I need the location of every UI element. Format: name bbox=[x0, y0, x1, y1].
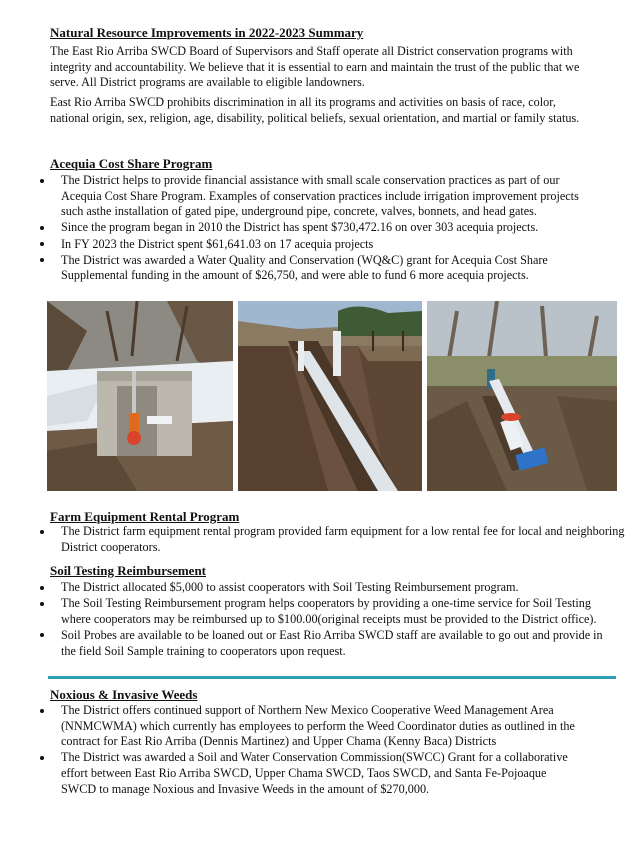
farm-bullet-list bbox=[50, 524, 625, 556]
acequia-heading: Acequia Cost Share Program bbox=[50, 156, 213, 171]
headgate-image bbox=[47, 301, 233, 491]
acequia-bullet-list bbox=[50, 173, 595, 285]
summary-paragraph-2: East Rio Arriba SWCD prohibits discrimination in all its programs and activities on basis of race, color, national origin, sex, religion, age, disability, political beliefs, sexual orientation, and martial or family status. bbox=[50, 95, 580, 125]
soil-bullet: The Soil Testing Reimbursement program helps cooperators by providing a one-time service for Soil Testing where cooperators may be reimbursed up to $100.00(original receipts must be provided to the District office). bbox=[50, 596, 606, 627]
soil-bullet-list bbox=[50, 580, 606, 660]
weeds-heading: Noxious & Invasive Weeds bbox=[50, 687, 198, 702]
soil-heading: Soil Testing Reimbursement bbox=[50, 563, 207, 578]
valve-field-image bbox=[427, 301, 617, 491]
soil-bullet: The District allocated $5,000 to assist cooperators with Soil Testing Reimbursement program. bbox=[50, 580, 606, 596]
acequia-bullet: Since the program began in 2010 the District has spent $730,472.16 on over 303 acequia projects. bbox=[50, 220, 595, 236]
acequia-bullet: In FY 2023 the District spent $61,641.03 on 17 acequia projects bbox=[50, 237, 595, 253]
summary-heading: Natural Resource Improvements in 2022-2023 Summary bbox=[50, 25, 364, 40]
trench-image bbox=[238, 301, 422, 491]
soil-bullet: Soil Probes are available to be loaned out or East Rio Arriba SWCD staff are available to go out and provide in the field Soil Sample training to cooperators upon request. bbox=[50, 628, 606, 659]
weeds-bullet-list bbox=[50, 703, 584, 798]
farm-heading: Farm Equipment Rental Program bbox=[50, 509, 240, 524]
weeds-bullet: The District offers continued support of Northern New Mexico Cooperative Weed Management Area (NNMCWMA) which currently has employees to perform the Weed Coordinator duties as outlined in the contract for East Rio Arriba (Dennis Martinez) and Upper Chama (Kenny Baca) Districts bbox=[50, 703, 584, 750]
acequia-bullet: The District helps to provide financial assistance with small scale conservation practices as part of our Acequia Cost Share Program. Examples of conservation practices include irrigation improvement projects such asthe installation of gated pipe, underground pipe, concrete, valves, bonnets, and head gates. bbox=[50, 173, 595, 220]
weeds-bullet: The District was awarded a Soil and Water Conservation Commission(SWCC) Grant for a collaborative effort between East Rio Arriba SWCD, Upper Chama SWCD, Taos SWCD, and Santa Fe-Pojoaque SWCD to manage Noxious and Invasive Weeds in the amount of $270,000. bbox=[50, 750, 584, 797]
farm-bullet: The District farm equipment rental program provided farm equipment for a low rental fee for local and neighboring District cooperators. bbox=[50, 524, 625, 555]
acequia-bullet: The District was awarded a Water Quality and Conservation (WQ&C) grant for Acequia Cost Share Supplemental funding in the amount of $26,750, and were able to fund 6 more acequia projects. bbox=[50, 253, 595, 284]
section-divider bbox=[48, 676, 616, 679]
photo-valve-field bbox=[427, 301, 617, 491]
photo-pipe-trench bbox=[238, 301, 422, 491]
summary-paragraph-1: The East Rio Arriba SWCD Board of Supervisors and Staff operate all District conservation programs with integrity and accountability. We believe that it is essential to earn and maintain the trust of the public that we serve. All District programs are available to eligible landowners. bbox=[50, 44, 580, 90]
photo-headgate bbox=[47, 301, 233, 491]
